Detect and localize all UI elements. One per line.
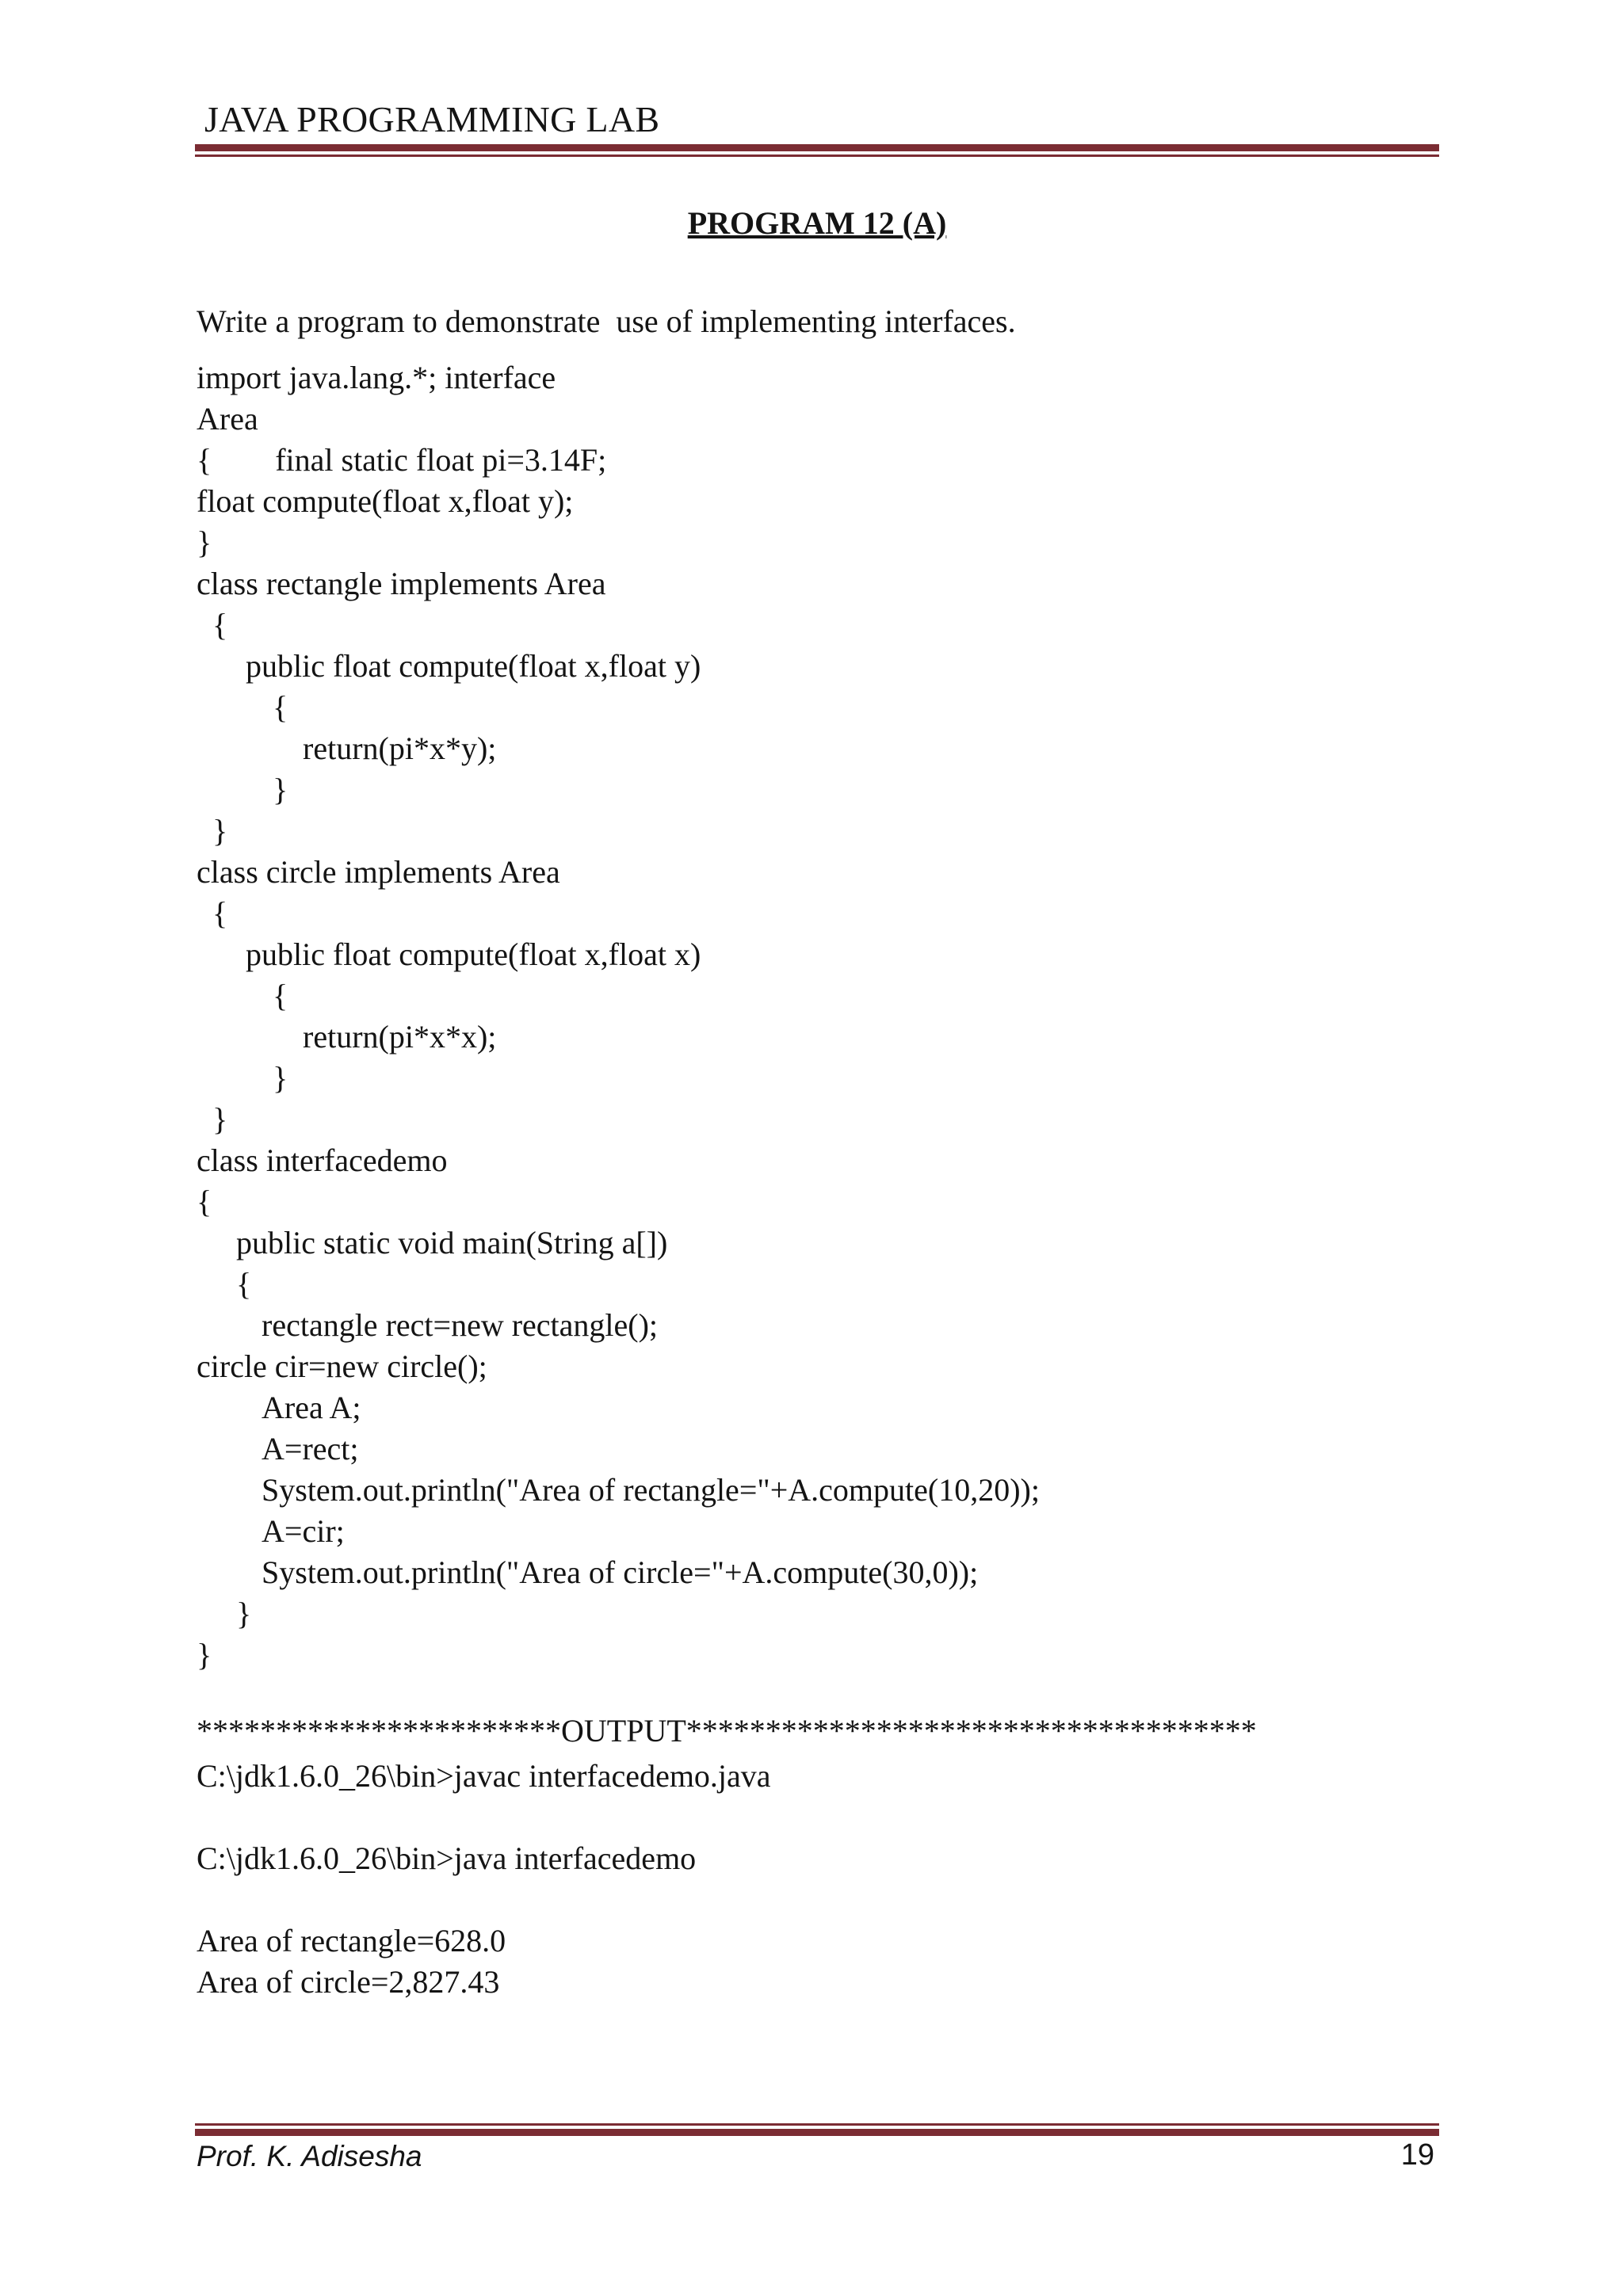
- code-line: System.out.println("Area of circle="+A.compute(30,0));: [262, 1554, 979, 1590]
- code-line: public float compute(float x,float x): [246, 936, 701, 972]
- output-line: C:\jdk1.6.0_26\bin>javac interfacedemo.java: [197, 1758, 771, 1794]
- code-line: {: [236, 1266, 252, 1302]
- code-line: A=cir;: [262, 1513, 345, 1549]
- footer-rule: [195, 2123, 1439, 2136]
- code-line: {: [197, 1184, 212, 1219]
- code-line: }: [236, 1596, 252, 1631]
- code-line: A=rect;: [262, 1431, 359, 1466]
- footer-author: Prof. K. Adisesha: [197, 2140, 422, 2172]
- output-banner: ***********************OUTPUT************************************: [197, 1713, 1257, 1749]
- code-line: circle cir=new circle();: [197, 1348, 487, 1384]
- code-line: class circle implements Area: [197, 854, 560, 890]
- code-line: {: [212, 607, 228, 643]
- code-line: Area: [197, 401, 258, 437]
- code-line: {: [273, 689, 288, 725]
- code-line: class rectangle implements Area: [197, 566, 606, 601]
- code-line: { final static float pi=3.14F;: [197, 442, 607, 478]
- code-line: float compute(float x,float y);: [197, 483, 574, 519]
- page-number: 19: [1400, 2138, 1434, 2172]
- code-line: Area A;: [262, 1390, 361, 1425]
- output-line: Area of circle=2,827.43: [197, 1964, 500, 2000]
- header-rule: [195, 144, 1439, 157]
- code-line: }: [212, 1101, 228, 1137]
- program-description: Write a program to demonstrate use of implementing interfaces.: [197, 303, 1016, 339]
- program-heading: PROGRAM 12 (A): [687, 205, 947, 241]
- code-line: }: [273, 772, 288, 807]
- code-line: {: [273, 978, 288, 1013]
- code-line: class interfacedemo: [197, 1142, 448, 1178]
- output-line: C:\jdk1.6.0_26\bin>java interfacedemo: [197, 1840, 697, 1876]
- code-line: }: [273, 1060, 288, 1096]
- code-line: return(pi*x*y);: [303, 730, 497, 766]
- page-header-title: JAVA PROGRAMMING LAB: [204, 99, 660, 139]
- code-line: public static void main(String a[]): [236, 1225, 668, 1261]
- code-line: rectangle rect=new rectangle();: [262, 1307, 659, 1343]
- code-line: }: [197, 1637, 212, 1672]
- code-line: System.out.println("Area of rectangle="+A.compute(10,20));: [262, 1472, 1040, 1508]
- code-line: }: [212, 813, 228, 849]
- code-line: {: [212, 895, 228, 931]
- code-line: public float compute(float x,float y): [246, 648, 701, 684]
- code-line: }: [197, 524, 212, 560]
- code-line: import java.lang.*; interface: [197, 360, 556, 395]
- code-line: return(pi*x*x);: [303, 1019, 497, 1055]
- output-line: Area of rectangle=628.0: [197, 1923, 506, 1958]
